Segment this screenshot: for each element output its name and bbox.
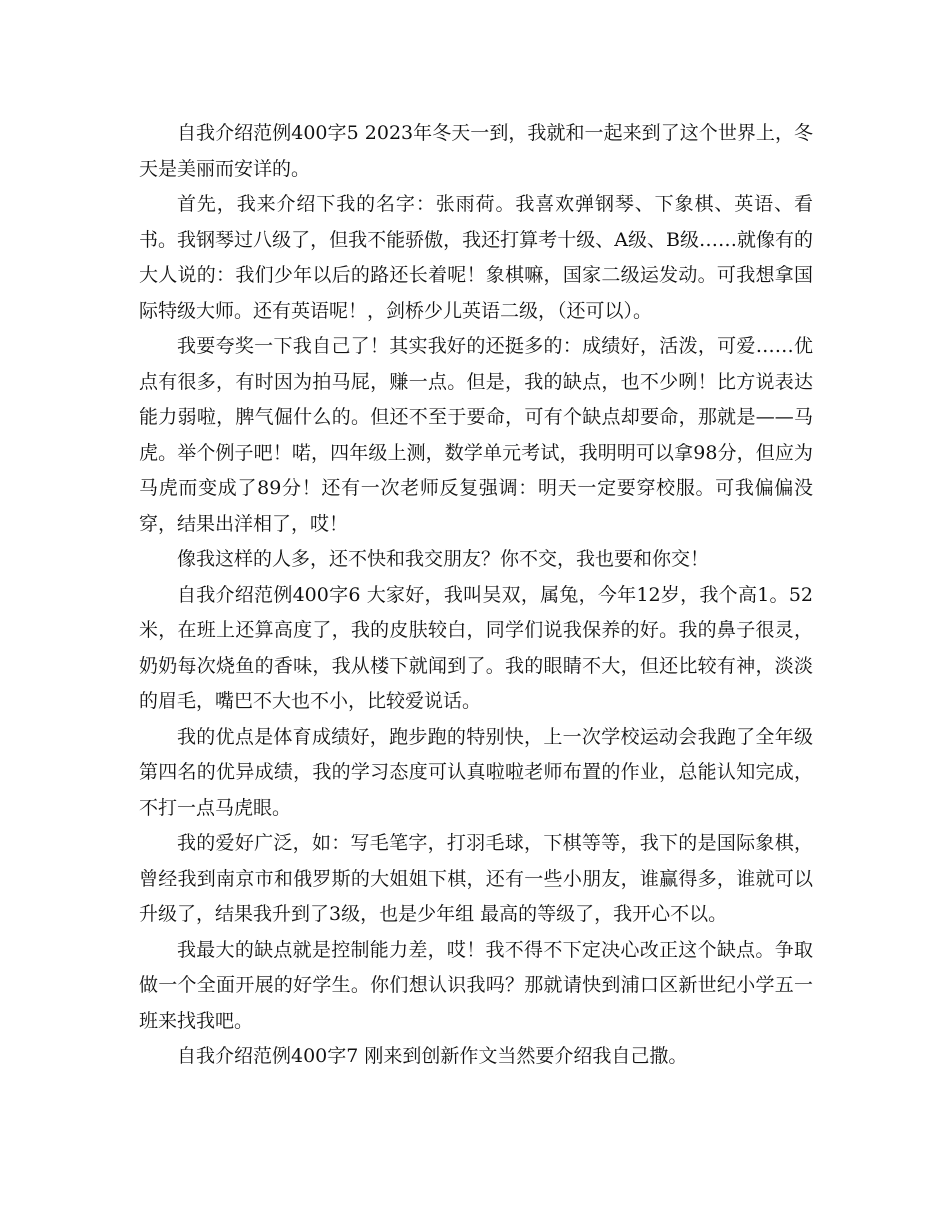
paragraph: 自我介绍范例400字6 大家好，我叫吴双，属兔，今年12岁，我个高1。52米，在班上还算高度了，我的皮肤较白，同学们说我保养的好。我的鼻子很灵，奶奶每次烧鱼的香味，我从楼下就闻到了。我的眼睛不大，但还比较有神，淡淡的眉毛，嘴巴不大也不小，比较爱说话。 <box>139 583 813 712</box>
paragraph: 我最大的缺点就是控制能力差，哎！我不得不下定决心改正这个缺点。争取做一个全面开展的好学生。你们想认识我吗？那就请快到浦口区新世纪小学五一班来找我吧。 <box>139 938 813 1032</box>
paragraph: 我的优点是体育成绩好，跑步跑的特别快，上一次学校运动会我跑了全年级第四名的优异成绩，我的学习态度可认真啦啦老师布置的作业，总能认知完成，不打一点马虎眼。 <box>139 725 813 819</box>
document-body <box>139 116 813 1075</box>
paragraph: 我要夸奖一下我自己了！其实我好的还挺多的：成绩好，活泼，可爱……优点有很多，有时因为拍马屁，赚一点。但是，我的缺点，也不少咧！比方说表达能力弱啦，脾气倔什么的。但还不至于要命，可有个缺点却要命，那就是——马虎。举个例子吧！喏，四年级上测，数学单元考试，我明明可以拿98分，但应为马虎而变成了89分！还有一次老师反复强调：明天一定要穿校服。可我偏偏没穿，结果出洋相了，哎！ <box>139 335 813 535</box>
paragraph: 自我介绍范例400字5 2023年冬天一到，我就和一起来到了这个世界上，冬天是美丽而安详的。 <box>139 122 813 180</box>
paragraph: 首先，我来介绍下我的名字：张雨荷。我喜欢弹钢琴、下象棋、英语、看书。我钢琴过八级了，但我不能骄傲，我还打算考十级、A级、B级……就像有的大人说的：我们少年以后的路还长着呢！象棋嘛，国家二级运发动。可我想拿国际特级大师。还有英语呢！，剑桥少儿英语二级，（还可以）。 <box>139 193 813 322</box>
paragraph: 我的爱好广泛，如：写毛笔字，打羽毛球，下棋等等，我下的是国际象棋，曾经我到南京市和俄罗斯的大姐姐下棋，还有一些小朋友，谁赢得多，谁就可以升级了，结果我升到了3级，也是少年组 最高的等级了，我开心不以。 <box>139 832 813 925</box>
paragraph: 像我这样的人多，还不快和我交朋友？你不交，我也要和你交！ <box>177 548 710 570</box>
paragraph: 自我介绍范例400字7 刚来到创新作文当然要介绍我自己撒。 <box>177 1045 688 1067</box>
